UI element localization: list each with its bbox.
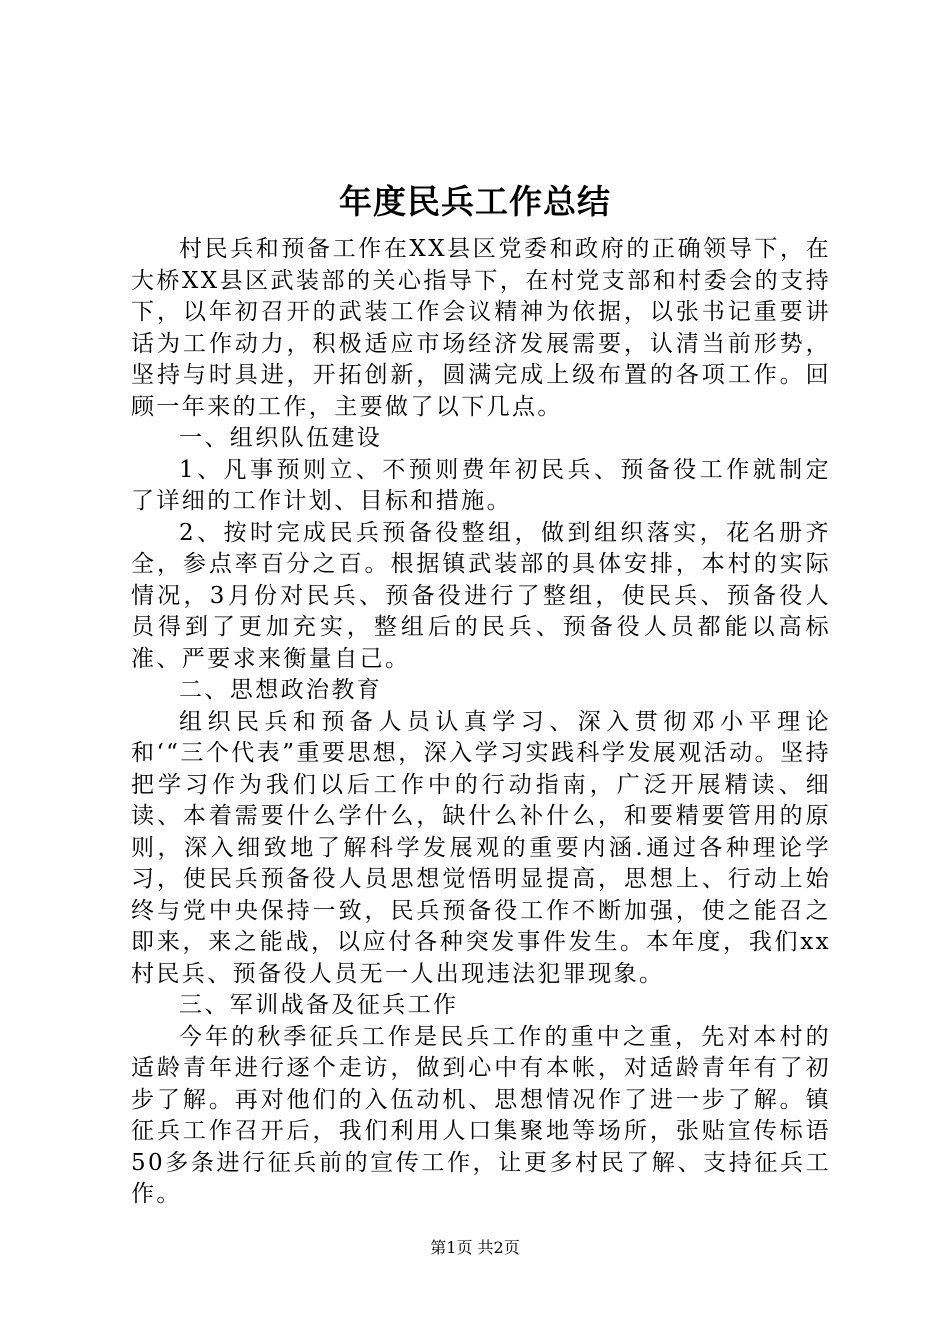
section-heading-2: 二、思想政治教育 (179, 677, 383, 703)
section-heading-1: 一、组织队伍建设 (179, 425, 383, 451)
document-title: 年度民兵工作总结 (339, 182, 611, 221)
section-2-paragraph: 组织民兵和预备人员认真学习、深入贯彻邓小平理论和‘“三个代表”重要思想，深入学习实践科学发展观活动。坚持把学习作为我们以后工作中的行动指南，广泛开展精读、细读、本着需要什么学什么，缺什么补什么，和要精要管用的原则，深入细致地了解科学发展观的重要内涵.通过各种理论学习，使民兵预备役人员思想觉悟明显提高，思想上、行动上始终与党中央保持一致，民兵预备役工作不断加强，使之能召之即来，来之能战，以应付各种突发事件发生。本年度，我们xx村民兵、预备役人员无一人出现违法犯罪现象。 (131, 708, 831, 987)
section-heading-3: 三、军训战备及征兵工作 (179, 992, 459, 1018)
intro-paragraph: 村民兵和预备工作在XX县区党委和政府的正确领导下，在大桥XX县区武装部的关心指导下，在村党支部和村委会的支持下，以年初召开的武装工作会议精神为依据，以张书记重要讲话为工作动力，积极适应市场经济发展需要，认清当前形势，坚持与时具进，开拓创新，圆满完成上级布置的各项工作。回顾一年来的工作，主要做了以下几点。 (131, 236, 831, 420)
document-body (131, 234, 831, 1211)
section-1-item-2: 2、按时完成民兵预备役整组，做到组织落实，花名册齐全，参点率百分之百。根据镇武装部的具体安排，本村的实际情况，3月份对民兵、预备役进行了整组，使民兵、预备役人员得到了更加充实，整组后的民兵、预备役人员都能以高标准、严要求来衡量自己。 (131, 519, 831, 672)
section-1-item-1: 1、凡事预则立、不预则费年初民兵、预备役工作就制定了详细的工作计划、目标和措施。 (131, 456, 831, 514)
section-3-paragraph: 今年的秋季征兵工作是民兵工作的重中之重，先对本村的适龄青年进行逐个走访，做到心中有本帐，对适龄青年有了初步了解。再对他们的入伍动机、思想情况作了进一步了解。镇征兵工作召开后，我们利用人口集聚地等场所，张贴宣传标语50多条进行征兵前的宣传工作，让更多村民了解、支持征兵工作。 (131, 1023, 831, 1207)
page-footer: 第1页 共2页 (430, 1238, 520, 1257)
